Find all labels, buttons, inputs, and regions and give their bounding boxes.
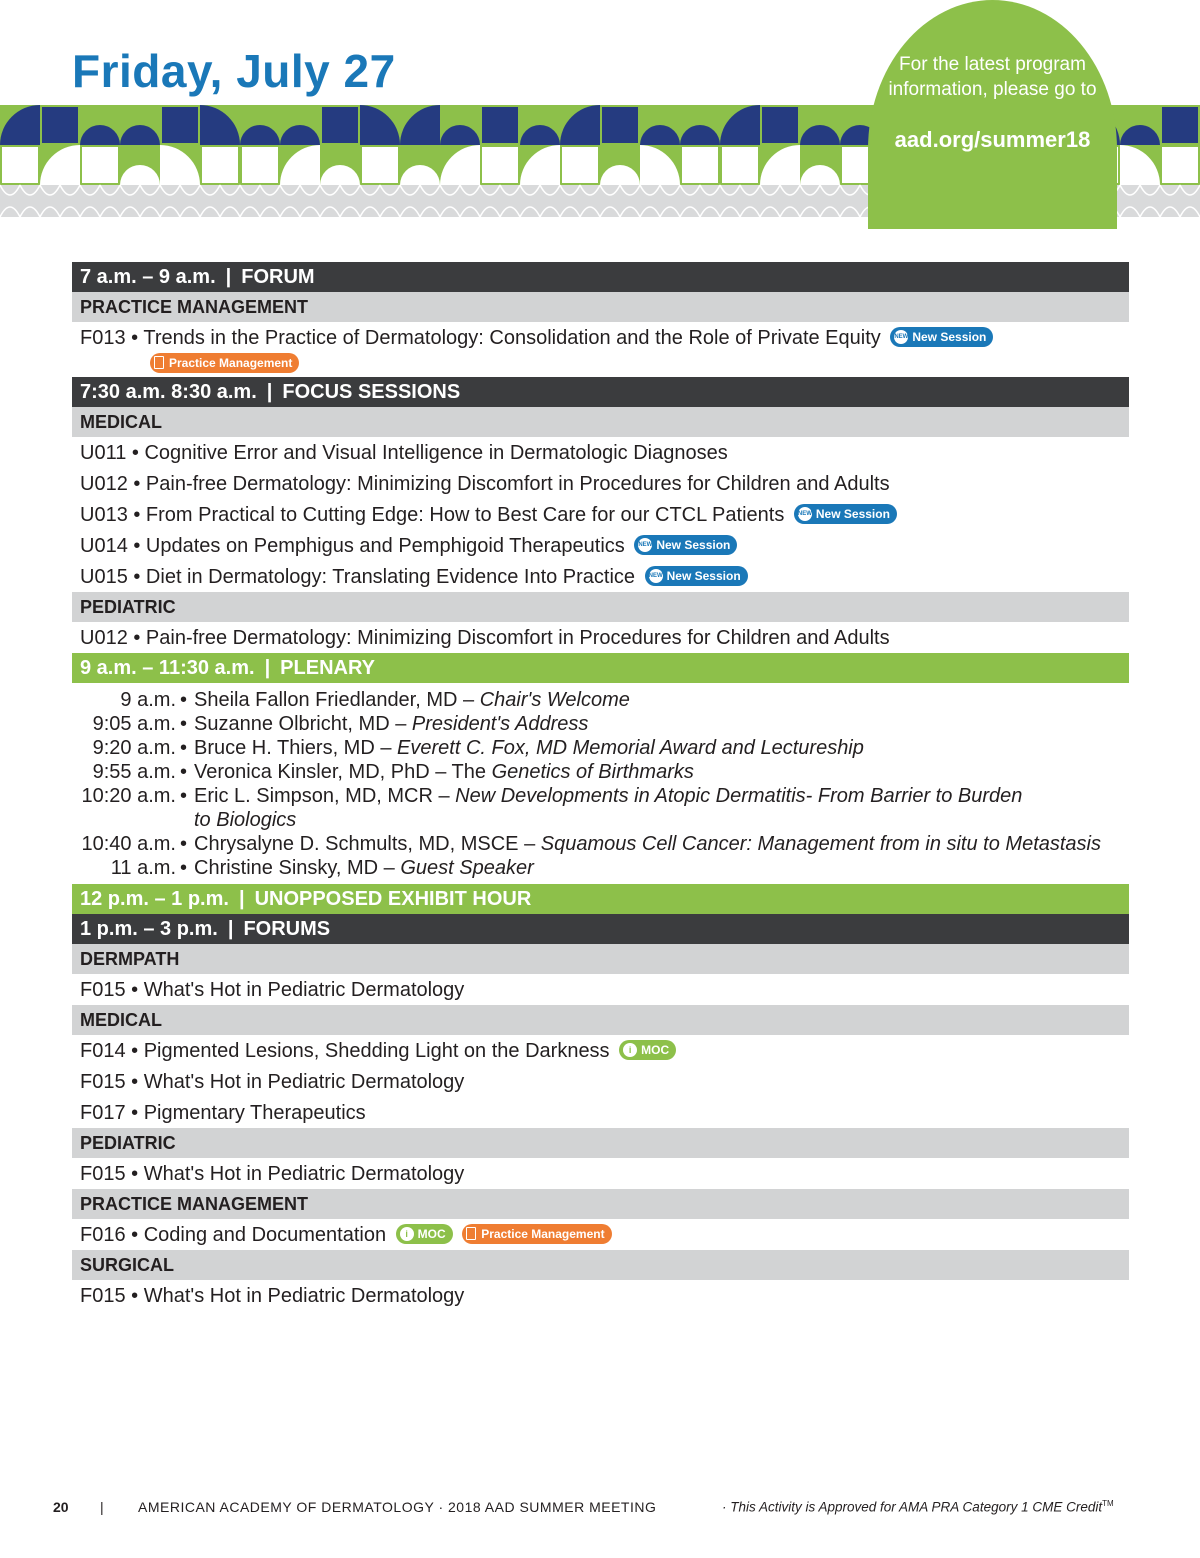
footer-separator: | (100, 1499, 104, 1515)
category-practice-management: PRACTICE MANAGEMENT (72, 1189, 1129, 1219)
pattern-tile (162, 107, 198, 143)
session-label: FOCUS SESSIONS (282, 381, 461, 403)
session-item-f015-dermpath[interactable]: F015 • What's Hot in Pediatric Dermatology (80, 979, 465, 1001)
session-band-forums (72, 914, 1129, 944)
pattern-tile (762, 107, 798, 143)
promo-text: For the latest program information, please go to (888, 54, 1097, 100)
new-icon: NEW (798, 507, 812, 521)
moc-badge: i MOC (396, 1224, 453, 1244)
new-session-badge: NEW New Session (645, 566, 748, 586)
session-title: U015 • Diet in Dermatology: Translating Evidence Into Practice (80, 566, 636, 588)
plenary-row: 9:05 a.m. • Suzanne Olbricht, MD – President's Address (80, 712, 1129, 736)
pattern-tile (1162, 107, 1198, 143)
session-title: U014 • Updates on Pemphigus and Pemphigoid Therapeutics (80, 535, 625, 557)
category-surgical: SURGICAL (72, 1250, 1129, 1280)
clipboard-icon (154, 356, 164, 369)
category-medical: MEDICAL (72, 1005, 1129, 1035)
practice-management-badge: Practice Management (150, 353, 299, 373)
separator: | (264, 657, 271, 679)
schedule (72, 262, 1129, 1311)
pattern-tile (482, 107, 518, 143)
session-item-u014[interactable] (72, 530, 1129, 561)
plenary-row: 10:40 a.m. • Chrysalyne D. Schmults, MD, MSCE – Squamous Cell Cancer: Management from in situ to Metastasis (80, 832, 1129, 856)
moc-badge: i MOC (619, 1040, 676, 1060)
pattern-tile (2, 147, 38, 183)
new-icon: NEW (894, 330, 908, 344)
plenary-row: 9:55 a.m. • Veronica Kinsler, MD, PhD – The Genetics of Birthmarks (80, 760, 1129, 784)
pattern-tile (682, 147, 718, 183)
session-band-exhibit (72, 884, 1129, 914)
session-time: 1 p.m. – 3 p.m. (80, 918, 218, 940)
session-time: 7:30 a.m. 8:30 a.m. (80, 381, 257, 403)
footer-cme-note: · This Activity is Approved for AMA PRA Category 1 CME Credit™ (722, 1499, 1114, 1515)
category-pediatric: PEDIATRIC (72, 592, 1129, 622)
session-item-f015-pediatric[interactable]: F015 • What's Hot in Pediatric Dermatology (80, 1163, 465, 1185)
session-item-f015-medical[interactable]: F015 • What's Hot in Pediatric Dermatology (80, 1071, 465, 1093)
pattern-tile (202, 147, 238, 183)
plenary-row: 9 a.m. • Sheila Fallon Friedlander, MD – Chair's Welcome (80, 688, 1129, 712)
page-number: 20 (53, 1499, 69, 1515)
pattern-tile (1162, 147, 1198, 183)
session-item-f016[interactable] (72, 1219, 1129, 1250)
session-label: FORUMS (243, 918, 331, 940)
session-tags (72, 355, 1129, 377)
session-title: F014 • Pigmented Lesions, Shedding Light on the Darkness (80, 1040, 610, 1062)
separator: | (225, 266, 232, 288)
pattern-tile (82, 147, 118, 183)
pattern-tile (322, 107, 358, 143)
page-title: Friday, July 27 (72, 45, 396, 97)
session-item-f017[interactable]: F017 • Pigmentary Therapeutics (80, 1102, 366, 1124)
session-item-u013[interactable] (72, 499, 1129, 530)
promo-callout (868, 0, 1117, 229)
plenary-list (72, 688, 1129, 884)
session-band-plenary (72, 653, 1129, 683)
new-session-badge: NEW New Session (634, 535, 737, 555)
session-label: UNOPPOSED EXHIBIT HOUR (254, 888, 532, 910)
session-item-f014[interactable] (72, 1035, 1129, 1066)
separator: | (266, 381, 273, 403)
info-icon: i (400, 1227, 414, 1241)
category-practice-management: PRACTICE MANAGEMENT (72, 292, 1129, 322)
category-medical: MEDICAL (72, 407, 1129, 437)
pattern-tile (602, 107, 638, 143)
plenary-row: 9:20 a.m. • Bruce H. Thiers, MD – Everett C. Fox, MD Memorial Award and Lectureship (80, 736, 1129, 760)
promo-link[interactable]: aad.org/summer18 (894, 127, 1091, 152)
session-label: PLENARY (280, 657, 375, 679)
clipboard-icon (466, 1227, 476, 1240)
session-item-f015-surgical[interactable]: F015 • What's Hot in Pediatric Dermatology (80, 1285, 465, 1307)
info-icon: i (623, 1043, 637, 1057)
separator: | (238, 888, 245, 910)
footer-org: AMERICAN ACADEMY OF DERMATOLOGY · 2018 AAD SUMMER MEETING (138, 1499, 657, 1515)
new-icon: NEW (649, 569, 663, 583)
session-band-forum (72, 262, 1129, 292)
pattern-tile (42, 107, 78, 143)
session-time: 9 a.m. – 11:30 a.m. (80, 657, 255, 679)
session-item-u012-pediatric[interactable]: U012 • Pain-free Dermatology: Minimizing Discomfort in Procedures for Children and Adults (80, 627, 890, 649)
pattern-tile (482, 147, 518, 183)
category-dermpath: DERMPATH (72, 944, 1129, 974)
pattern-tile (362, 147, 398, 183)
session-item-u015[interactable] (72, 561, 1129, 592)
session-item-u012[interactable]: U012 • Pain-free Dermatology: Minimizing Discomfort in Procedures for Children and Adults (80, 473, 890, 495)
session-title: U013 • From Practical to Cutting Edge: How to Best Care for our CTCL Patients (80, 504, 785, 526)
category-pediatric: PEDIATRIC (72, 1128, 1129, 1158)
pattern-tile (562, 147, 598, 183)
plenary-row: 10:20 a.m. • Eric L. Simpson, MD, MCR – New Developments in Atopic Dermatitis- From Barrier to Burden to Biologics (80, 784, 1129, 832)
session-title: F016 • Coding and Documentation (80, 1224, 387, 1246)
new-session-badge: NEW New Session (890, 327, 993, 347)
session-title: F013 • Trends in the Practice of Dermatology: Consolidation and the Role of Private Equity (80, 327, 881, 349)
new-icon: NEW (638, 538, 652, 552)
new-session-badge: NEW New Session (794, 504, 897, 524)
session-time: 12 p.m. – 1 p.m. (80, 888, 229, 910)
pattern-tile (242, 147, 278, 183)
plenary-row: 11 a.m. • Christine Sinsky, MD – Guest Speaker (80, 856, 1129, 880)
separator: | (227, 918, 234, 940)
session-item-f013[interactable] (72, 322, 1129, 353)
session-time: 7 a.m. – 9 a.m. (80, 266, 216, 288)
session-label: FORUM (241, 266, 315, 288)
practice-management-badge: Practice Management (462, 1224, 611, 1244)
session-item-u011[interactable]: U011 • Cognitive Error and Visual Intelligence in Dermatologic Diagnoses (80, 442, 728, 464)
session-band-focus (72, 377, 1129, 407)
pattern-tile (722, 147, 758, 183)
trademark: TM (1102, 1499, 1114, 1508)
